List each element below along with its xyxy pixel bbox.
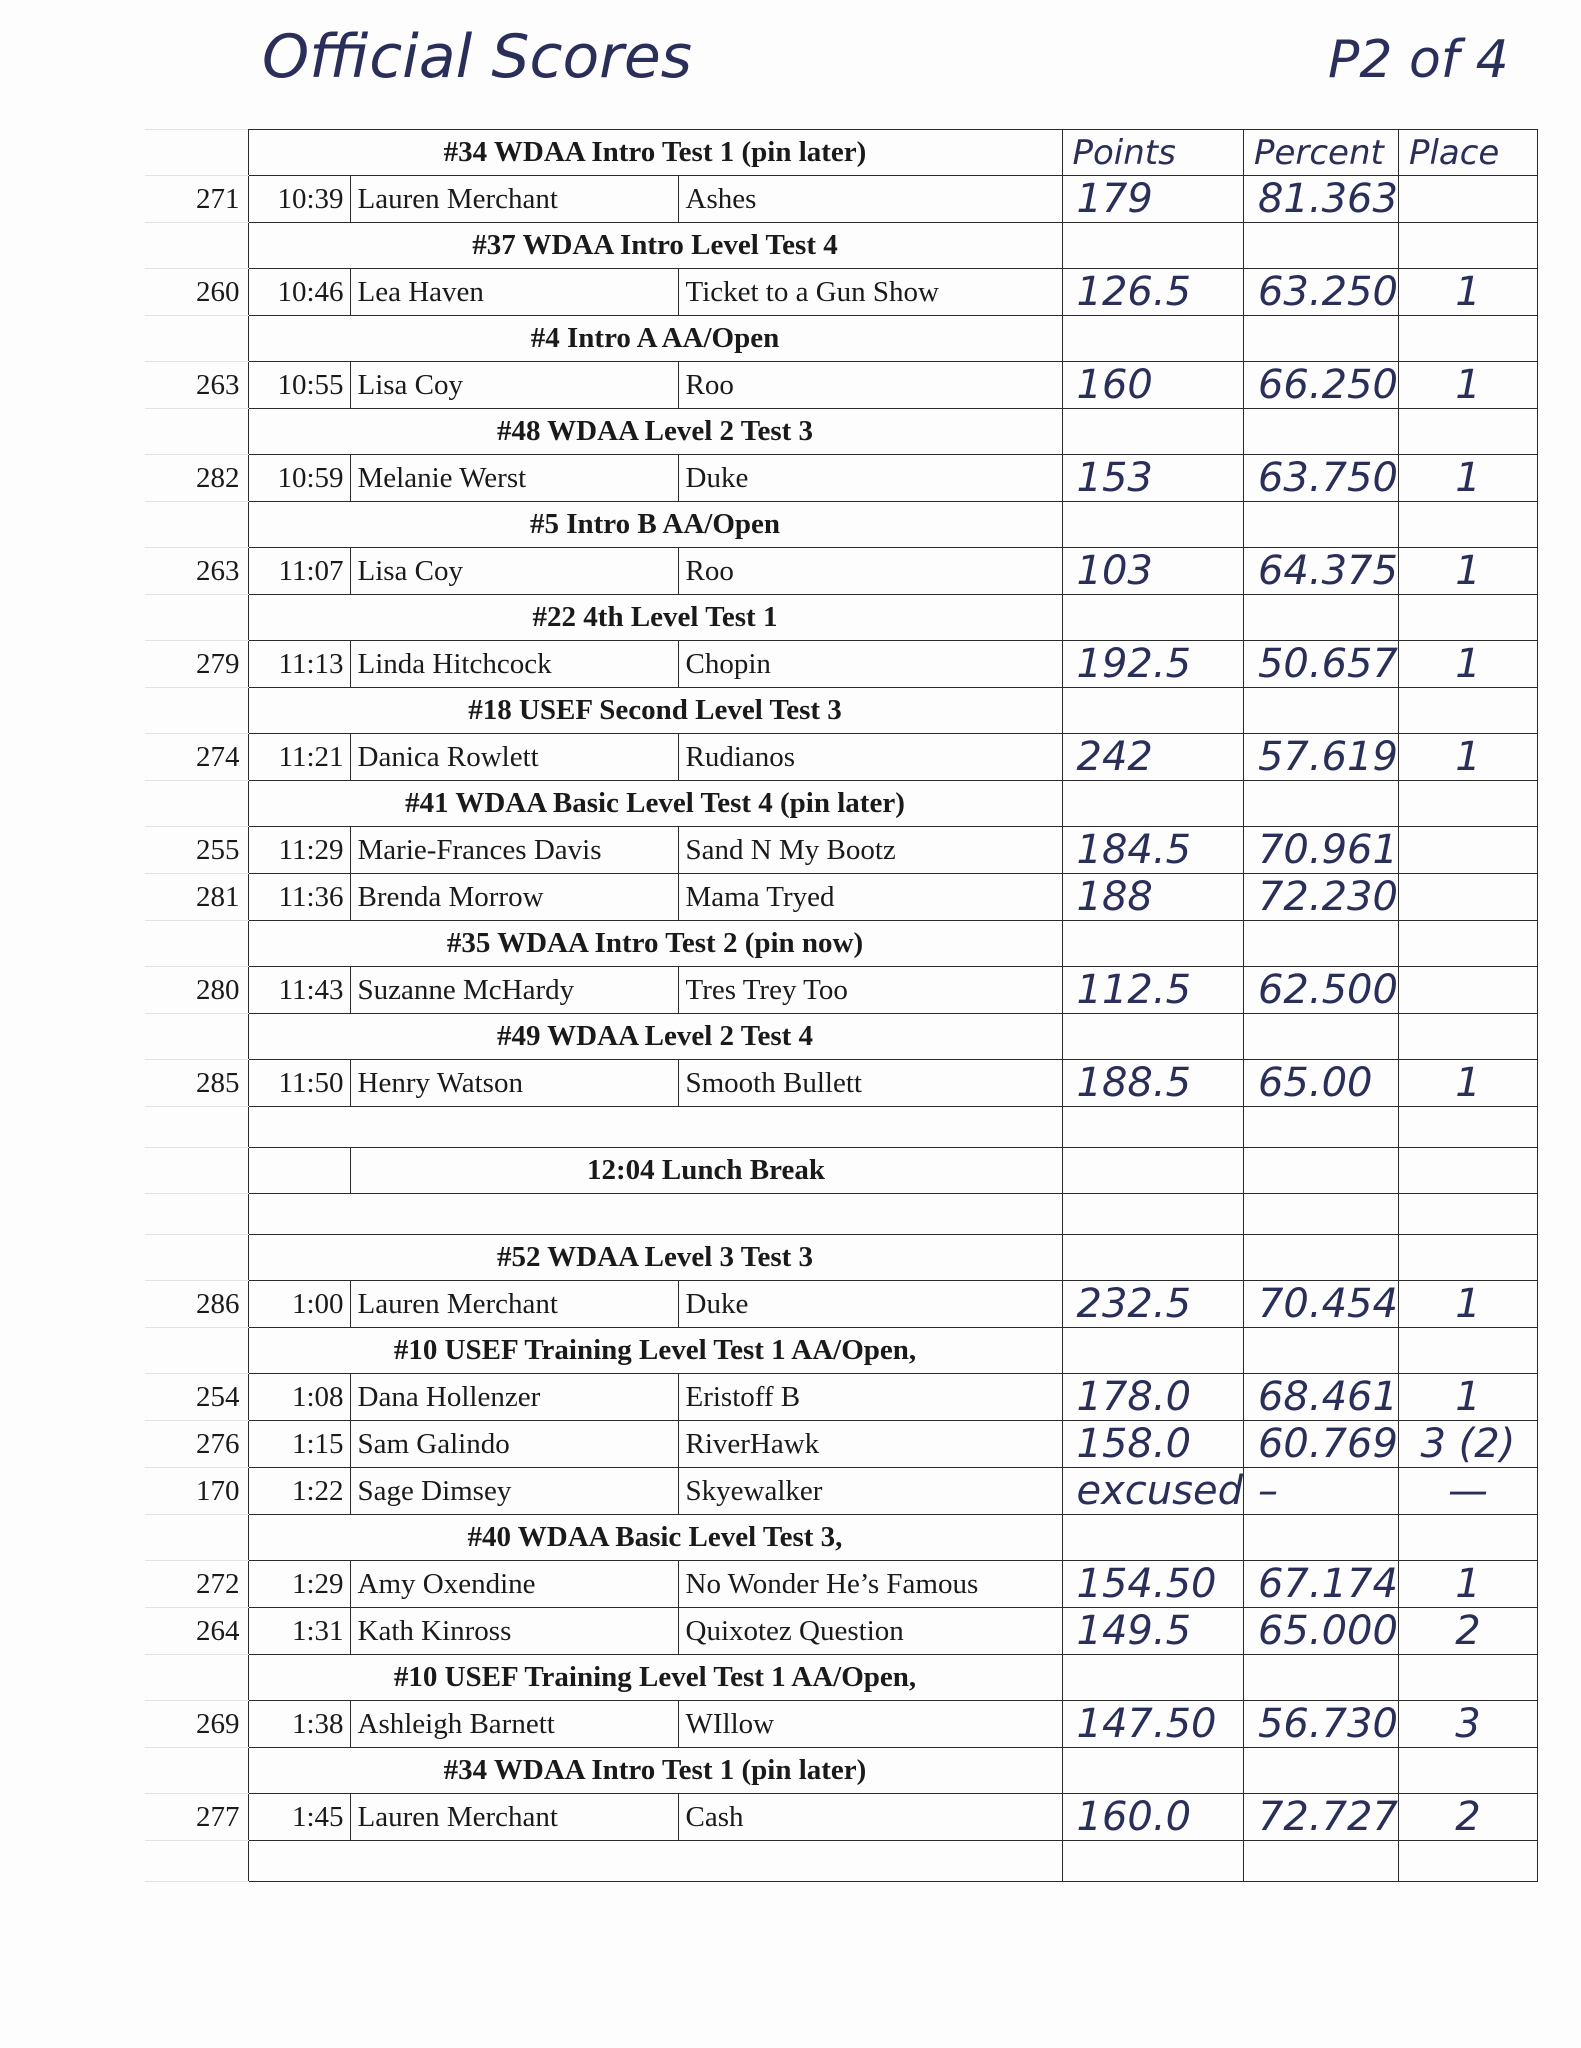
- class-title: #52 WDAA Level 3 Test 3: [248, 1235, 1062, 1281]
- horse-name: Skyewalker: [678, 1468, 1062, 1515]
- horse-name: Smooth Bullett: [678, 1060, 1062, 1107]
- place-cell: [1398, 688, 1537, 734]
- ride-time: 10:55: [248, 362, 350, 409]
- rider-name: Danica Rowlett: [350, 734, 678, 781]
- place-cell: [1398, 502, 1537, 548]
- handwritten-points: 184.5: [1062, 827, 1243, 874]
- place-cell: [1398, 1748, 1537, 1794]
- horse-name: Duke: [678, 1281, 1062, 1328]
- points-cell: [1062, 1235, 1243, 1281]
- place-cell: [1398, 316, 1537, 362]
- points-column-header: Points: [1062, 130, 1243, 176]
- handwritten-place: —: [1398, 1468, 1537, 1515]
- percent-cell: [1243, 1328, 1398, 1374]
- horse-name: Ticket to a Gun Show: [678, 269, 1062, 316]
- horse-name: Roo: [678, 548, 1062, 595]
- entry-number: 271: [145, 176, 248, 223]
- blank-cell: [1243, 1148, 1398, 1194]
- class-header-row: [145, 130, 1537, 176]
- handwritten-percent: 65.00: [1243, 1060, 1398, 1107]
- entry-number: 263: [145, 362, 248, 409]
- entry-row: [145, 1374, 1537, 1421]
- entry-row: [145, 362, 1537, 409]
- points-cell: [1062, 1748, 1243, 1794]
- ride-time: 10:39: [248, 176, 350, 223]
- percent-cell: [1243, 502, 1398, 548]
- entry-number-cell: [145, 1655, 248, 1701]
- horse-name: WIllow: [678, 1701, 1062, 1748]
- percent-cell: [1243, 316, 1398, 362]
- horse-name: No Wonder He’s Famous: [678, 1561, 1062, 1608]
- points-cell: [1062, 316, 1243, 362]
- class-header-row: [145, 921, 1537, 967]
- rider-name: Linda Hitchcock: [350, 641, 678, 688]
- ride-time: 1:31: [248, 1608, 350, 1655]
- handwritten-place: [1398, 176, 1537, 223]
- blank-cell: [145, 1841, 248, 1882]
- entry-number-cell: [145, 781, 248, 827]
- handwritten-place: 1: [1398, 1060, 1537, 1107]
- horse-name: Quixotez Question: [678, 1608, 1062, 1655]
- entry-number: 272: [145, 1561, 248, 1608]
- handwritten-place: [1398, 874, 1537, 921]
- handwritten-place: 1: [1398, 641, 1537, 688]
- horse-name: Rudianos: [678, 734, 1062, 781]
- blank-cell: [1062, 1841, 1243, 1882]
- rider-name: Lauren Merchant: [350, 1281, 678, 1328]
- class-header-row: [145, 502, 1537, 548]
- points-cell: [1062, 688, 1243, 734]
- handwritten-points: excused: [1062, 1468, 1243, 1515]
- points-cell: [1062, 921, 1243, 967]
- handwritten-percent: 63.250: [1243, 269, 1398, 316]
- class-header-row: [145, 1235, 1537, 1281]
- horse-name: Roo: [678, 362, 1062, 409]
- place-cell: [1398, 223, 1537, 269]
- rider-name: Melanie Werst: [350, 455, 678, 502]
- ride-time: 1:08: [248, 1374, 350, 1421]
- entry-number: 286: [145, 1281, 248, 1328]
- class-title: #22 4th Level Test 1: [248, 595, 1062, 641]
- percent-cell: [1243, 1235, 1398, 1281]
- class-header-row: [145, 223, 1537, 269]
- place-cell: [1398, 1655, 1537, 1701]
- handwritten-place: 2: [1398, 1794, 1537, 1841]
- rider-name: Sam Galindo: [350, 1421, 678, 1468]
- entry-row: [145, 455, 1537, 502]
- rider-name: Lisa Coy: [350, 548, 678, 595]
- blank-cell: [1243, 1194, 1398, 1235]
- rider-name: Brenda Morrow: [350, 874, 678, 921]
- entry-number-cell: [145, 1148, 248, 1194]
- handwritten-place: 1: [1398, 455, 1537, 502]
- entry-number-cell: [145, 1014, 248, 1060]
- blank-cell: [1062, 1194, 1243, 1235]
- entry-row: [145, 176, 1537, 223]
- lunch-break-row: [145, 1148, 1537, 1194]
- horse-name: Mama Tryed: [678, 874, 1062, 921]
- entry-row: [145, 734, 1537, 781]
- handwritten-points: 188.5: [1062, 1060, 1243, 1107]
- blank-cell: [1398, 1148, 1537, 1194]
- handwritten-place: 1: [1398, 269, 1537, 316]
- entry-number-cell: [145, 502, 248, 548]
- handwritten-page-number: P2 of 4: [1328, 30, 1509, 90]
- entry-row: [145, 548, 1537, 595]
- class-title: #37 WDAA Intro Level Test 4: [248, 223, 1062, 269]
- blank-cell: [248, 1841, 1062, 1882]
- entry-number: 285: [145, 1060, 248, 1107]
- rider-name: Lauren Merchant: [350, 1794, 678, 1841]
- blank-cell: [1062, 1148, 1243, 1194]
- horse-name: Eristoff B: [678, 1374, 1062, 1421]
- class-header-row: [145, 1515, 1537, 1561]
- entry-number-cell: [145, 595, 248, 641]
- horse-name: Chopin: [678, 641, 1062, 688]
- entry-number: 264: [145, 1608, 248, 1655]
- handwritten-points: 232.5: [1062, 1281, 1243, 1328]
- class-title: #35 WDAA Intro Test 2 (pin now): [248, 921, 1062, 967]
- ride-time: 11:43: [248, 967, 350, 1014]
- handwritten-points: 112.5: [1062, 967, 1243, 1014]
- class-title: #34 WDAA Intro Test 1 (pin later): [248, 1748, 1062, 1794]
- handwritten-points: 192.5: [1062, 641, 1243, 688]
- blank-row: [145, 1194, 1537, 1235]
- percent-cell: [1243, 595, 1398, 641]
- blank-cell: [145, 1194, 248, 1235]
- place-cell: [1398, 595, 1537, 641]
- percent-cell: [1243, 223, 1398, 269]
- percent-cell: [1243, 1014, 1398, 1060]
- blank-cell: [1398, 1107, 1537, 1148]
- rider-name: Ashleigh Barnett: [350, 1701, 678, 1748]
- rider-name: Lauren Merchant: [350, 176, 678, 223]
- entry-row: [145, 641, 1537, 688]
- entry-number: 170: [145, 1468, 248, 1515]
- handwritten-points: 179: [1062, 176, 1243, 223]
- class-title: #34 WDAA Intro Test 1 (pin later): [248, 130, 1062, 176]
- place-cell: [1398, 921, 1537, 967]
- entry-row: [145, 1060, 1537, 1107]
- handwritten-title: Official Scores: [262, 22, 692, 92]
- class-title: #5 Intro B AA/Open: [248, 502, 1062, 548]
- entry-number: 281: [145, 874, 248, 921]
- entry-number: 274: [145, 734, 248, 781]
- entry-number-cell: [145, 223, 248, 269]
- blank-cell: [1398, 1194, 1537, 1235]
- handwritten-points: 103: [1062, 548, 1243, 595]
- handwritten-place: 1: [1398, 734, 1537, 781]
- horse-name: Cash: [678, 1794, 1062, 1841]
- points-cell: [1062, 223, 1243, 269]
- entry-row: [145, 1561, 1537, 1608]
- class-header-row: [145, 409, 1537, 455]
- handwritten-points: 147.50: [1062, 1701, 1243, 1748]
- entry-number-cell: [145, 921, 248, 967]
- class-title: #40 WDAA Basic Level Test 3,: [248, 1515, 1062, 1561]
- points-cell: [1062, 1515, 1243, 1561]
- rider-name: Dana Hollenzer: [350, 1374, 678, 1421]
- ride-time: 1:15: [248, 1421, 350, 1468]
- entry-row: [145, 1794, 1537, 1841]
- ride-time: 11:13: [248, 641, 350, 688]
- entry-number-cell: [145, 409, 248, 455]
- class-title: #48 WDAA Level 2 Test 3: [248, 409, 1062, 455]
- class-header-row: [145, 1328, 1537, 1374]
- place-cell: [1398, 1235, 1537, 1281]
- blank-cell: [1062, 1107, 1243, 1148]
- entry-number: 282: [145, 455, 248, 502]
- blank-cell: [145, 1107, 248, 1148]
- handwritten-points: 160: [1062, 362, 1243, 409]
- handwritten-percent: 63.750: [1243, 455, 1398, 502]
- rider-name: Sage Dimsey: [350, 1468, 678, 1515]
- entry-number-cell: [145, 130, 248, 176]
- class-header-row: [145, 1748, 1537, 1794]
- entry-number: 263: [145, 548, 248, 595]
- lunch-break-label: 12:04 Lunch Break: [350, 1148, 1062, 1194]
- percent-column-header: Percent: [1243, 130, 1398, 176]
- handwritten-percent: 50.657: [1243, 641, 1398, 688]
- handwritten-percent: 70.454: [1243, 1281, 1398, 1328]
- handwritten-points: 149.5: [1062, 1608, 1243, 1655]
- handwritten-percent: 57.619: [1243, 734, 1398, 781]
- blank-cell: [248, 1194, 1062, 1235]
- ride-time: 1:00: [248, 1281, 350, 1328]
- handwritten-place: 3: [1398, 1701, 1537, 1748]
- points-cell: [1062, 1655, 1243, 1701]
- class-title: #10 USEF Training Level Test 1 AA/Open,: [248, 1328, 1062, 1374]
- entry-number: 279: [145, 641, 248, 688]
- handwritten-percent: 56.730: [1243, 1701, 1398, 1748]
- entry-number-cell: [145, 1235, 248, 1281]
- handwritten-place: 1: [1398, 1281, 1537, 1328]
- percent-cell: [1243, 409, 1398, 455]
- handwritten-points: 154.50: [1062, 1561, 1243, 1608]
- handwritten-points: 153: [1062, 455, 1243, 502]
- horse-name: RiverHawk: [678, 1421, 1062, 1468]
- handwritten-percent: 60.769: [1243, 1421, 1398, 1468]
- ride-time: 11:36: [248, 874, 350, 921]
- handwritten-percent: 72.230: [1243, 874, 1398, 921]
- horse-name: Ashes: [678, 176, 1062, 223]
- entry-number: 255: [145, 827, 248, 874]
- points-cell: [1062, 781, 1243, 827]
- points-cell: [1062, 1014, 1243, 1060]
- horse-name: Tres Trey Too: [678, 967, 1062, 1014]
- class-header-row: [145, 1014, 1537, 1060]
- blank-row: [145, 1841, 1537, 1882]
- score-table: [145, 129, 1538, 1882]
- handwritten-points: 158.0: [1062, 1421, 1243, 1468]
- rider-name: Henry Watson: [350, 1060, 678, 1107]
- entry-number-cell: [145, 1515, 248, 1561]
- rider-name: Lea Haven: [350, 269, 678, 316]
- entry-number-cell: [145, 688, 248, 734]
- entry-row: [145, 874, 1537, 921]
- entry-row: [145, 967, 1537, 1014]
- points-cell: [1062, 409, 1243, 455]
- entry-row: [145, 1701, 1537, 1748]
- points-cell: [1062, 595, 1243, 641]
- handwritten-percent: 67.174: [1243, 1561, 1398, 1608]
- ride-time: 10:59: [248, 455, 350, 502]
- rider-name: Marie-Frances Davis: [350, 827, 678, 874]
- class-header-row: [145, 316, 1537, 362]
- entry-number: 277: [145, 1794, 248, 1841]
- handwritten-percent: 64.375: [1243, 548, 1398, 595]
- percent-cell: [1243, 1515, 1398, 1561]
- entry-number-cell: [145, 1748, 248, 1794]
- handwritten-percent: 72.727: [1243, 1794, 1398, 1841]
- class-header-row: [145, 595, 1537, 641]
- percent-cell: [1243, 1655, 1398, 1701]
- handwritten-percent: 62.500: [1243, 967, 1398, 1014]
- ride-time: 11:07: [248, 548, 350, 595]
- rider-name: Kath Kinross: [350, 1608, 678, 1655]
- handwritten-place: [1398, 967, 1537, 1014]
- handwritten-percent: –: [1243, 1468, 1398, 1515]
- class-title: #18 USEF Second Level Test 3: [248, 688, 1062, 734]
- handwritten-place: 1: [1398, 362, 1537, 409]
- class-title: #10 USEF Training Level Test 1 AA/Open,: [248, 1655, 1062, 1701]
- ride-time: 1:38: [248, 1701, 350, 1748]
- place-cell: [1398, 409, 1537, 455]
- place-cell: [1398, 1328, 1537, 1374]
- handwritten-place: 1: [1398, 1374, 1537, 1421]
- blank-cell: [1243, 1107, 1398, 1148]
- points-cell: [1062, 1328, 1243, 1374]
- class-header-row: [145, 1655, 1537, 1701]
- blank-cell: [248, 1107, 1062, 1148]
- place-cell: [1398, 1515, 1537, 1561]
- entry-number: 269: [145, 1701, 248, 1748]
- horse-name: Sand N My Bootz: [678, 827, 1062, 874]
- horse-name: Duke: [678, 455, 1062, 502]
- class-header-row: [145, 781, 1537, 827]
- ride-time: 10:46: [248, 269, 350, 316]
- handwritten-percent: 70.961: [1243, 827, 1398, 874]
- class-title: #4 Intro A AA/Open: [248, 316, 1062, 362]
- ride-time: 11:29: [248, 827, 350, 874]
- entry-row: [145, 827, 1537, 874]
- blank-cell: [1243, 1841, 1398, 1882]
- entry-number: 280: [145, 967, 248, 1014]
- handwritten-points: 242: [1062, 734, 1243, 781]
- handwritten-place: 1: [1398, 1561, 1537, 1608]
- ride-time: 1:29: [248, 1561, 350, 1608]
- handwritten-percent: 68.461: [1243, 1374, 1398, 1421]
- handwritten-percent: 81.363: [1243, 176, 1398, 223]
- ride-time: 1:45: [248, 1794, 350, 1841]
- entry-row: [145, 1608, 1537, 1655]
- score-table-body: [145, 130, 1537, 1882]
- handwritten-place: 1: [1398, 548, 1537, 595]
- ride-time: 11:50: [248, 1060, 350, 1107]
- entry-row: [145, 1468, 1537, 1515]
- place-cell: [1398, 781, 1537, 827]
- ride-time: 11:21: [248, 734, 350, 781]
- entry-row: [145, 1421, 1537, 1468]
- entry-number-cell: [145, 1328, 248, 1374]
- entry-row: [145, 1281, 1537, 1328]
- class-title: #41 WDAA Basic Level Test 4 (pin later): [248, 781, 1062, 827]
- percent-cell: [1243, 688, 1398, 734]
- handwritten-points: 188: [1062, 874, 1243, 921]
- entry-row: [145, 269, 1537, 316]
- rider-name: Lisa Coy: [350, 362, 678, 409]
- handwritten-percent: 66.250: [1243, 362, 1398, 409]
- blank-cell: [248, 1148, 350, 1194]
- handwritten-points: 160.0: [1062, 1794, 1243, 1841]
- handwritten-points: 126.5: [1062, 269, 1243, 316]
- ride-time: 1:22: [248, 1468, 350, 1515]
- handwritten-place: [1398, 827, 1537, 874]
- entry-number: 254: [145, 1374, 248, 1421]
- handwritten-place: 2: [1398, 1608, 1537, 1655]
- points-cell: [1062, 502, 1243, 548]
- handwritten-place: 3 (2): [1398, 1421, 1537, 1468]
- place-cell: [1398, 1014, 1537, 1060]
- place-column-header: Place: [1398, 130, 1537, 176]
- handwritten-percent: 65.000: [1243, 1608, 1398, 1655]
- percent-cell: [1243, 781, 1398, 827]
- class-title: #49 WDAA Level 2 Test 4: [248, 1014, 1062, 1060]
- percent-cell: [1243, 921, 1398, 967]
- rider-name: Amy Oxendine: [350, 1561, 678, 1608]
- class-header-row: [145, 688, 1537, 734]
- entry-number-cell: [145, 316, 248, 362]
- handwritten-points: 178.0: [1062, 1374, 1243, 1421]
- rider-name: Suzanne McHardy: [350, 967, 678, 1014]
- entry-number: 260: [145, 269, 248, 316]
- entry-number: 276: [145, 1421, 248, 1468]
- blank-cell: [1398, 1841, 1537, 1882]
- percent-cell: [1243, 1748, 1398, 1794]
- blank-row: [145, 1107, 1537, 1148]
